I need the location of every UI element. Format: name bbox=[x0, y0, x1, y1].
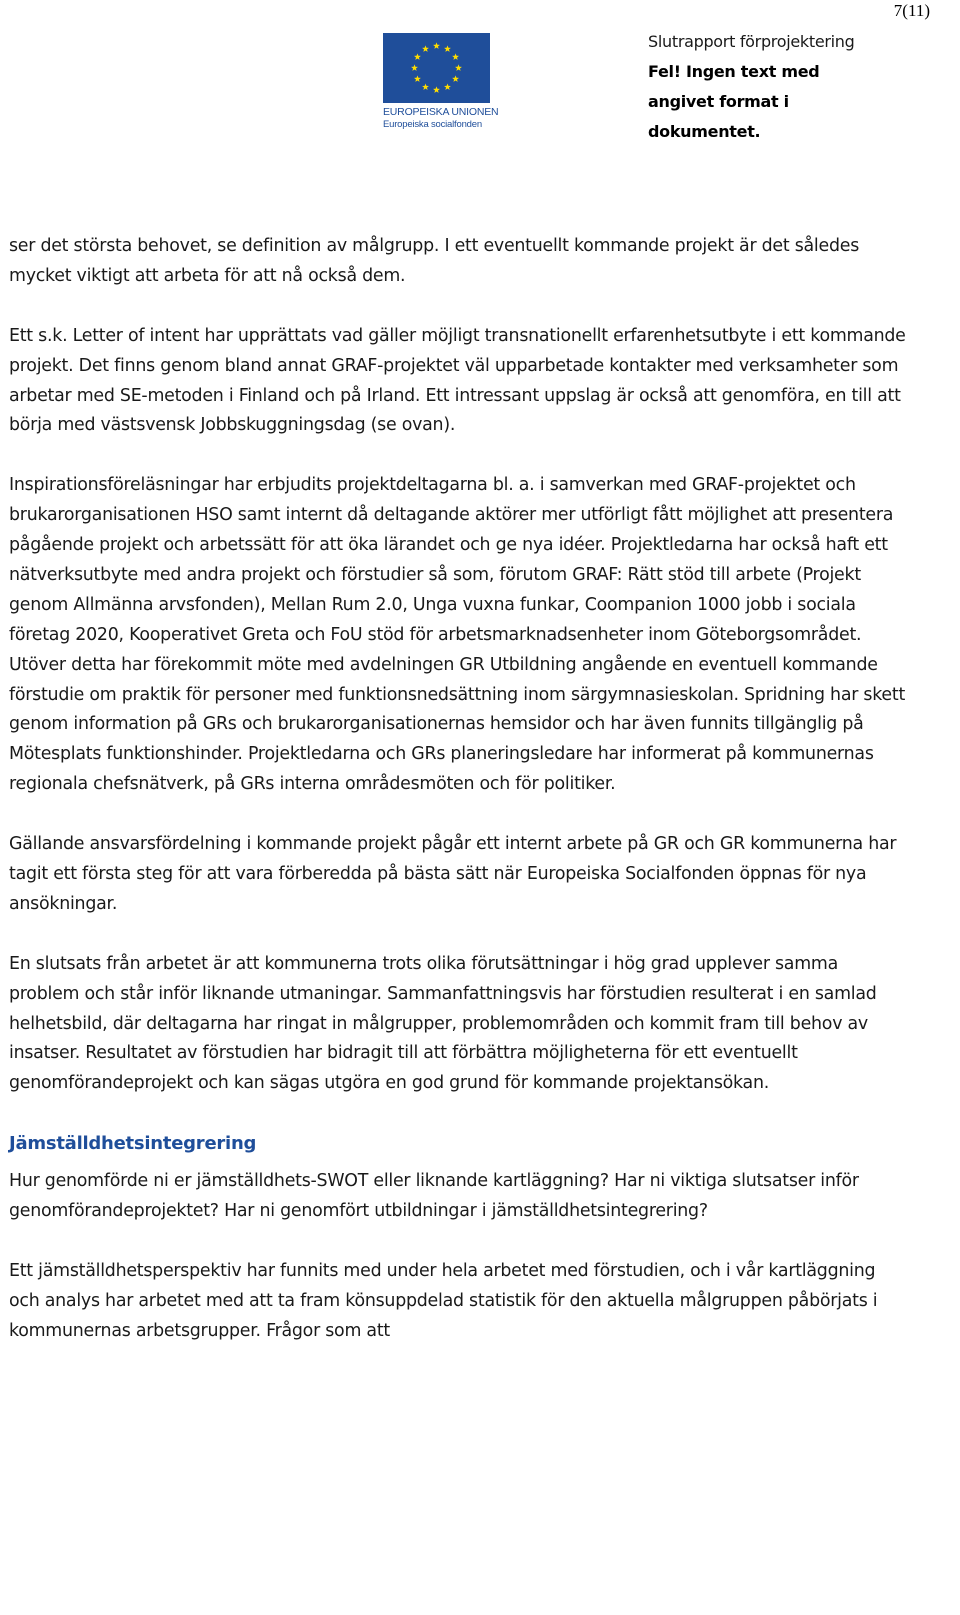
paragraph: En slutsats från arbetet är att kommunerna trots olika förutsättningar i hög grad upplever samma problem och står inför liknande utmaningar. Sammanfattningsvis har förstudien resulterat i en samlad helhetsbild, där deltagarna har ringat in målgrupper, problemområden och kommit fram till behov av insatser. Resultatet av förstudien har bidragit till att förbättra möjligheterna för ett eventuellt genomförandeprojekt och kan sägas utgöra en god grund för kommande projektansökan. bbox=[9, 953, 877, 1094]
section-answer: Ett jämställdhetsperspektiv har funnits med under hela arbetet med förstudien, och i vår kartläggning och analys har arbetet med att ta fram könsuppdelad statistik för den aktuella målgruppen påbörjats i kommunernas arbetsgrupper. Frågor som att bbox=[9, 1260, 878, 1341]
flag-star bbox=[414, 53, 421, 60]
paragraph: Gällande ansvarsfördelning i kommande projekt pågår ett internt arbete på GR och GR kommunerna har tagit ett första steg för att vara förberedda på bästa sätt när Europeiska Socialfonden öppnas för nya ansökningar. bbox=[9, 834, 897, 914]
flag-star bbox=[414, 75, 421, 82]
flag-star bbox=[422, 45, 429, 52]
paragraph: ser det största behovet, se definition av målgrupp. I ett eventuellt kommande projekt är det således mycket viktigt att arbeta för att nå också dem. bbox=[9, 236, 860, 286]
header-error-line-3: dokumentet. bbox=[648, 122, 761, 141]
flag-star bbox=[444, 83, 451, 90]
flag-star bbox=[455, 64, 462, 71]
document-header bbox=[648, 27, 908, 147]
flag-star bbox=[433, 42, 440, 49]
document-body bbox=[9, 232, 909, 1376]
flag-star bbox=[452, 53, 459, 60]
eu-flag-icon bbox=[383, 33, 490, 103]
flag-star bbox=[433, 86, 440, 93]
flag-star bbox=[452, 75, 459, 82]
header-error-line-1: Fel! Ingen text med bbox=[648, 62, 820, 81]
flag-star bbox=[444, 45, 451, 52]
section-question: Hur genomförde ni er jämställdhets-SWOT eller liknande kartläggning? Har ni viktiga slutsatser inför genomförandeprojektet? Har ni genomfört utbildningar i jämställdhetsintegrering? bbox=[9, 1171, 859, 1222]
flag-star bbox=[411, 64, 418, 71]
logo-subtitle: Europeiska socialfonden bbox=[383, 119, 482, 130]
paragraph: Ett s.k. Letter of intent har upprättats vad gäller möjligt transnationellt erfarenhetsutbyte i ett kommande projekt. Det finns genom bland annat GRAF-projektet väl upparbetade kontakter med verksamheter som arbetar med SE-metoden i Finland och på Irland. Ett intressant uppslag är också att genomföra, en till att börja med västsvensk Jobbskuggningsdag (se ovan). bbox=[9, 325, 906, 436]
eu-logo bbox=[383, 33, 499, 133]
paragraph: Inspirationsföreläsningar har erbjudits projektdeltagarna bl. a. i samverkan med GRAF-projektet och brukarorganisationen HSO samt internt då deltagande aktörer mer utförligt fått möjlighet att presentera pågående projekt och arbetssätt för att öka lärandet och ge nya idéer. Projektledarna har också haft ett nätverksutbyte med andra projekt och förstudier så som, förutom GRAF: Rätt stöd till arbete (Projekt genom Allmänna arvsfonden), Mellan Rum 2.0, Unga vuxna funkar, Coompanion 1000 jobb i sociala företag 2020, Kooperativet Greta och FoU stöd för arbetsmarknadsenheter inom Göteborgsområdet. Utöver detta har förekommit möte med avdelningen GR Utbildning angående en eventuell kommande förstudie om praktik för personer med funktionsnedsättning inom särgymnasieskolan. Spridning har skett genom information på GRs och brukarorganisationernas hemsidor och har även funnits tillgänglig på Mötesplats funktionshinder. Projektledarna och GRs planeringsledare har informerat på kommunernas regionala chefsnätverk, på GRs interna områdesmöten och för politiker. bbox=[9, 475, 906, 795]
section-heading: Jämställdhetsintegrering bbox=[9, 1133, 257, 1155]
report-title: Slutrapport förprojektering bbox=[648, 32, 855, 51]
logo-name: EUROPEISKA UNIONEN bbox=[383, 106, 499, 118]
flag-star bbox=[422, 83, 429, 90]
page-number: 7(11) bbox=[893, 1, 930, 20]
header-error-line-2: angivet format i bbox=[648, 92, 789, 111]
